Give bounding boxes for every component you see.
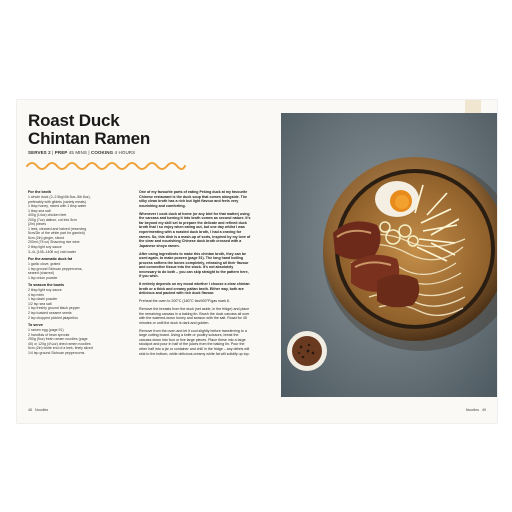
folio-left (28, 408, 48, 412)
ingredient-line: 1 garlic clove, grated (28, 262, 61, 267)
ingredient-line: 40) or 120g (4¼oz) dried ramen noodles (28, 341, 91, 346)
ingredient-line: 200g (7oz) daikon, cut into 5cm (28, 217, 77, 222)
ingredient-line: 1/2 tsp sea salt (28, 301, 52, 306)
ingredient-line: 5cm/2in of the white part for garnish) (28, 231, 85, 236)
recipe-meta (28, 150, 248, 155)
ingredient-line: 2 tsp chopped pickled jalapeños (28, 315, 78, 320)
ingredient-line: 2 tbsp light soy sauce (28, 288, 62, 293)
ingredient-line: 1 tbsp honey, mixed with 1 tbsp water (28, 204, 87, 209)
meta-divider: | (88, 150, 90, 155)
ingredient-line: (2in) pieces (28, 222, 47, 227)
intro-paragraph: One of my favourite parts of eating Peking duck at my favourite Chinese restaurant is the duck soup that comes alongside. The silky clean broth has a rich but light flavour and feels very nourishing and comforting. (139, 190, 248, 208)
ingredient-line: 2 handfuls of bean sprouts (28, 332, 70, 337)
method-column (139, 190, 251, 359)
ingredient-line: 1 tsp dashi powder (28, 297, 58, 302)
ingredient-line: 1 tsp ground Sichuan peppercorns, (28, 266, 83, 271)
ingredient-section-heading: To season the bowls (28, 283, 64, 288)
ingredient-line: 200ml (7fl oz) Shaoxing rice wine (28, 240, 80, 245)
method-paragraph: Remove the breasts from the duck (set aside, in the fridge) and place the remaining carcass in a baking tin. Brush the duck carcass all over with the watered-down honey and season with the salt. Roast for 45 minutes or until the duck is dark and golden. (139, 307, 250, 325)
ingredient-line: 1/4 tsp ground Sichuan peppercorns (28, 350, 85, 355)
intro-paragraph: Whenever I cook duck at home (or any bird for that matter) using the carcass and turning it into broth comes as second nature. It's far beyond my skill set to prepare the delicate and refined duck broth that I so enjoy when eating out, but one day whilst I was experimenting with a roasted duck broth, I had a craving for ramen. So, this dish is a mash-up of sorts, inspired by my love of the clear and nourishing Chinese duck broth crossed with a Japanese shoyu ramen. (139, 211, 251, 248)
ingredient-line: 4 tsp mirin (28, 292, 45, 297)
serves-value: 2 (48, 150, 51, 155)
page-number: 48 (28, 408, 32, 412)
ramen-photo (281, 113, 497, 397)
ingredient-line: 2 tsp toasted sesame seeds (28, 311, 72, 316)
ingredient-line: 1 tsp freshly ground black pepper (28, 306, 80, 311)
prep-value: 45 MINS (68, 150, 87, 155)
title-line-1: Roast Duck (28, 111, 120, 130)
ingredient-section-heading: For the broth (28, 190, 51, 194)
ingredient-line: 1 ramen egg (page 91) (28, 328, 64, 333)
left-page (17, 100, 257, 423)
squiggle-decoration (25, 160, 187, 172)
method-paragraph: Remove from the oven and let it cool slightly before transferring to a large cutting board. Using a knife or poultry scissors, break the carcass down into four or five large pieces. Place these into a large stockpot and pour in half of the juices from the baking tin. Pour the other half into a jar or container and chill in the fridge – any debris will sink to the bottom, while delicious creamy white fat will solidify up top. (139, 328, 250, 356)
ingredient-line: 1 tbsp sea salt (28, 208, 51, 213)
ingredient-line: 1 tsp onion powder (28, 275, 58, 280)
ingredient-section-heading: To serve (28, 323, 43, 328)
intro-paragraph: It entirely depends on my mood whether I choose a clear chintan broth or a thick and creamy paitan broth. Either way, both are delicious and packed with rich duck flavour. (139, 282, 250, 296)
ingredient-line: 3–4L (105–140fl oz) cold water (28, 249, 76, 254)
ingredient-line: 5cm (2in) ginger, sliced (28, 235, 64, 240)
ramen-image (281, 113, 497, 397)
ingredient-line: 5cm (2in) white end of a leek, finely sliced (28, 346, 93, 351)
section-name: Noodles (35, 408, 49, 412)
ingredient-section-heading: For the aromatic duck fat (28, 257, 73, 262)
cooking-label: COOKING (90, 150, 114, 155)
ingredients-column (28, 190, 112, 355)
ingredient-line: 1 whole duck (2–2.5kg/4lb 8oz–5lb 8oz), (28, 195, 91, 199)
ingredient-line: preferably with giblets (variety meats) (28, 199, 86, 204)
folio-right (466, 408, 486, 412)
ingredient-line: 2 tbsp light soy sauce (28, 245, 62, 250)
prep-label: PREP (54, 150, 68, 155)
page-tab (465, 100, 481, 113)
book-spread (17, 100, 497, 423)
method-paragraph: Preheat the oven to 200°C (180°C fan/400°F/gas mark 6. (139, 299, 231, 304)
cooking-value: 4 HOURS (114, 150, 136, 155)
meta-divider: | (52, 150, 54, 155)
ingredient-line: 250g (9oz) fresh ramen noodles (page (28, 337, 88, 342)
serves-label: SERVES (28, 150, 47, 155)
ingredient-line: 1 leek, cleaned and halved (reserving (28, 226, 87, 231)
section-name: Noodles (465, 408, 479, 412)
intro-paragraph: After using ingredients to make this chintan broth, they can be used again, to make ponzen (page 51). The long hand boiling process softens the bones completely, releasing all their flavour and connective tissue into the stock. It's not absolutely necessary to do both – you can skip straight to the pattern here, if you wish. (139, 251, 249, 279)
page-number: 49 (482, 408, 486, 412)
recipe-title (28, 112, 218, 148)
ingredient-line: 400g (14oz) chicken feet (28, 213, 67, 218)
ingredient-line: seared (charred) (28, 271, 54, 276)
right-page (257, 100, 497, 423)
title-line-2: Chintan Ramen (28, 129, 151, 148)
